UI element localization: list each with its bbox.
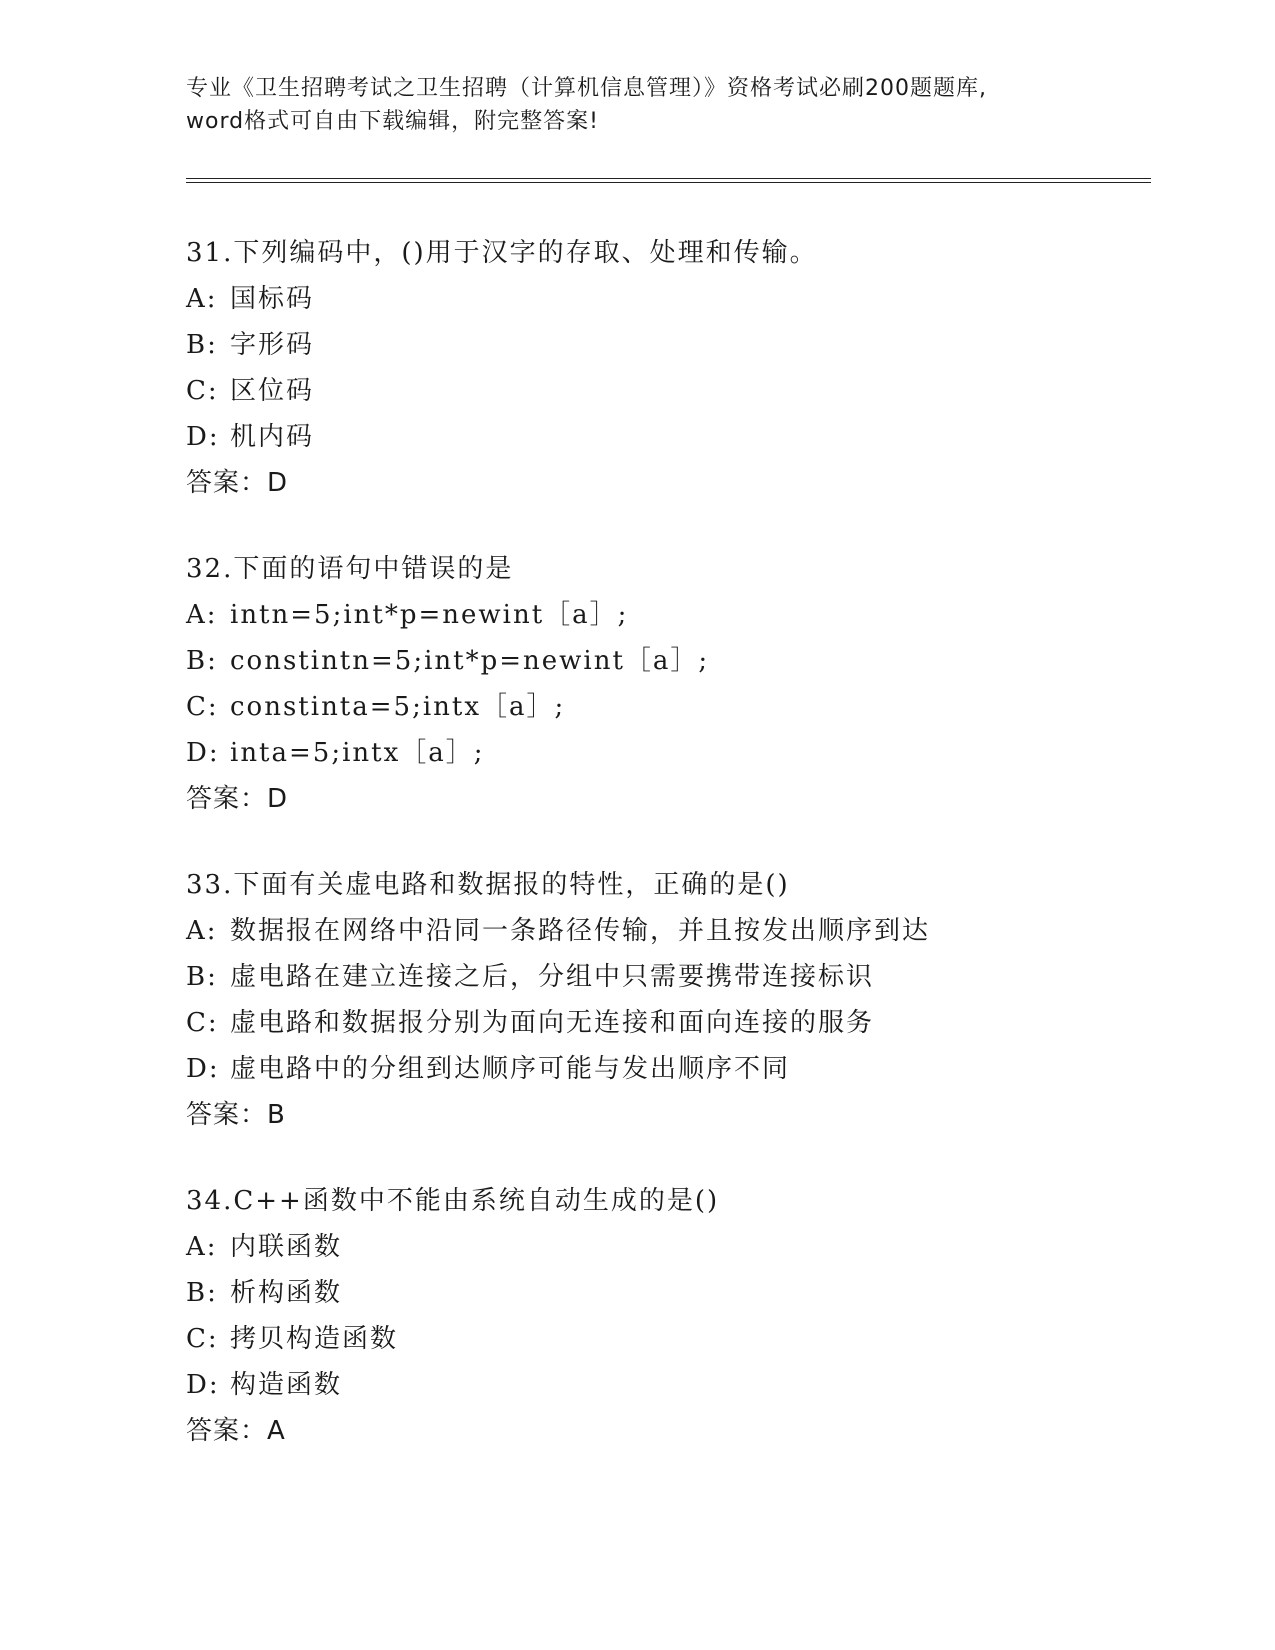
- question-stem: 31.下列编码中，()用于汉字的存取、处理和传输。: [186, 238, 818, 268]
- option-c: [186, 1316, 1186, 1362]
- option-text: 区位码: [230, 376, 315, 406]
- option-label: B:: [186, 646, 218, 676]
- option-b: [186, 638, 1186, 684]
- option-label: D:: [186, 738, 220, 768]
- answer-line: 答案：A: [186, 1416, 286, 1446]
- option-a: [186, 276, 1186, 322]
- option-text: intn=5;int*p=newint［a］;: [230, 600, 629, 630]
- option-label: B:: [186, 1278, 218, 1308]
- option-d: [186, 730, 1186, 776]
- option-text: 字形码: [230, 330, 315, 360]
- option-label: A:: [186, 916, 218, 946]
- option-d: [186, 1046, 1186, 1092]
- header-line-1: 专业《卫生招聘考试之卫生招聘（计算机信息管理）》资格考试必刷200题题库,: [186, 76, 987, 101]
- option-label: D:: [186, 1370, 220, 1400]
- option-label: C:: [186, 692, 219, 722]
- question-32: [186, 546, 1186, 822]
- option-label: B:: [186, 962, 218, 992]
- option-text: constintn=5;int*p=newint［a］;: [230, 646, 710, 676]
- answer-line: 答案：D: [186, 784, 289, 814]
- option-label: A:: [186, 284, 218, 314]
- option-text: 析构函数: [230, 1278, 343, 1308]
- option-text: 虚电路和数据报分别为面向无连接和面向连接的服务: [230, 1008, 875, 1038]
- option-text: 数据报在网络中沿同一条路径传输，并且按发出顺序到达: [230, 916, 931, 946]
- option-a: [186, 908, 1186, 954]
- option-d: [186, 1362, 1186, 1408]
- option-c: [186, 684, 1186, 730]
- option-d: [186, 414, 1186, 460]
- option-label: C:: [186, 376, 219, 406]
- option-text: 虚电路中的分组到达顺序可能与发出顺序不同: [230, 1054, 791, 1084]
- question-34: [186, 1178, 1186, 1454]
- answer-line: 答案：B: [186, 1100, 286, 1130]
- option-text: 机内码: [230, 422, 315, 452]
- option-label: D:: [186, 1054, 220, 1084]
- option-b: [186, 1270, 1186, 1316]
- option-label: A:: [186, 600, 218, 630]
- option-a: [186, 1224, 1186, 1270]
- question-stem: 32.下面的语句中错误的是: [186, 554, 514, 584]
- answer-line: 答案：D: [186, 468, 289, 498]
- option-text: 构造函数: [230, 1370, 343, 1400]
- question-stem: 33.下面有关虚电路和数据报的特性，正确的是(): [186, 870, 790, 900]
- option-text: 内联函数: [230, 1232, 343, 1262]
- option-text: constinta=5;intx［a］;: [230, 692, 566, 722]
- header-line-2: word格式可自由下载编辑，附完整答案!: [186, 109, 599, 134]
- option-label: C:: [186, 1008, 219, 1038]
- question-stem: 34.C++函数中不能由系统自动生成的是(): [186, 1186, 720, 1216]
- option-text: 拷贝构造函数: [230, 1324, 399, 1354]
- option-c: [186, 1000, 1186, 1046]
- option-b: [186, 322, 1186, 368]
- option-label: D:: [186, 422, 220, 452]
- option-text: inta=5;intx［a］;: [230, 738, 485, 768]
- option-label: A:: [186, 1232, 218, 1262]
- option-text: 虚电路在建立连接之后，分组中只需要携带连接标识: [230, 962, 875, 992]
- option-label: C:: [186, 1324, 219, 1354]
- option-text: 国标码: [230, 284, 315, 314]
- option-a: [186, 592, 1186, 638]
- question-31: [186, 230, 1186, 506]
- option-b: [186, 954, 1186, 1000]
- document-header: [186, 72, 1086, 138]
- option-c: [186, 368, 1186, 414]
- question-33: [186, 862, 1186, 1138]
- option-label: B:: [186, 330, 218, 360]
- header-double-rule: [186, 178, 1151, 183]
